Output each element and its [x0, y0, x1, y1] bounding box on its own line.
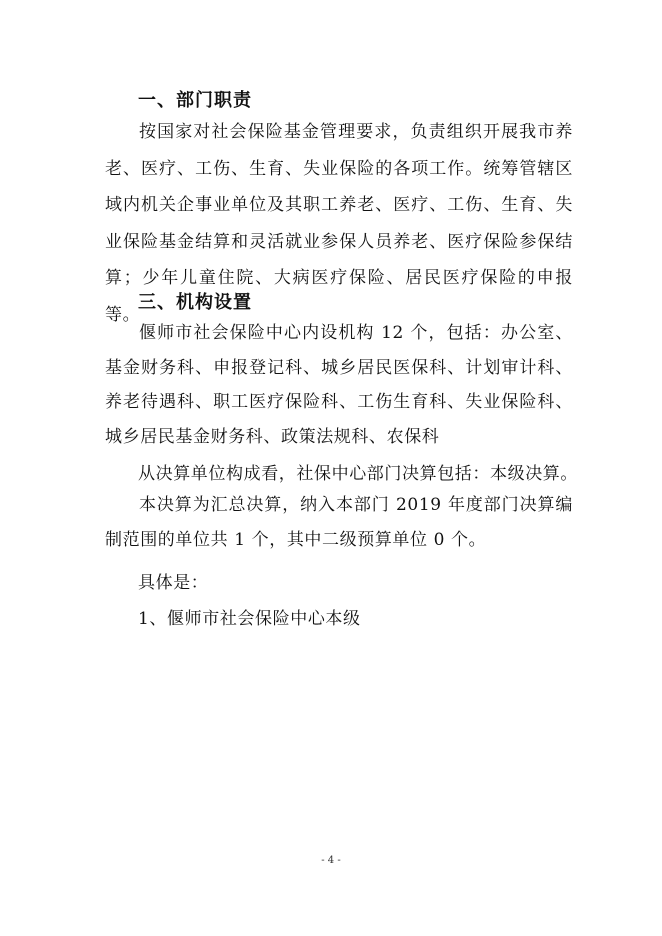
- detail-list-item: 1、偃师市社会保险中心本级: [138, 609, 361, 629]
- section-heading-department-duties: 一、部门职责: [138, 90, 252, 111]
- section-heading-organization: 三、机构设置: [138, 292, 252, 313]
- paragraph-department-duties: 按国家对社会保险基金管理要求，负责组织开展我市养老、医疗、工伤、生育、失业保险的各项工作。统筹管辖区域内机关企事业单位及其职工养老、医疗、工伤、生育、失业保险基金结算和灵活就业参保人员养老、医疗保险参保结算；少年儿童住院、大病医疗保险、居民医疗保险的申报等。: [105, 122, 573, 325]
- detail-label: 具体是：: [138, 573, 209, 593]
- paragraph-decision-scope: 本决算为汇总决算，纳入本部门 2019 年度部门决算编制范围的单位共 1 个，其中二级预算单位 0 个。: [105, 495, 573, 550]
- paragraph-decision-units: 从决算单位构成看，社保中心部门决算包括：本级决算。: [138, 464, 578, 484]
- paragraph-internal-departments: 偃师市社会保险中心内设机构 12 个，包括：办公室、基金财务科、申报登记科、城乡居民医保科、计划审计科、养老待遇科、职工医疗保险科、工伤生育科、失业保险科、城乡居民基金财务科、政策法规科、农保科: [105, 323, 573, 447]
- page-number: - 4 -: [321, 855, 341, 866]
